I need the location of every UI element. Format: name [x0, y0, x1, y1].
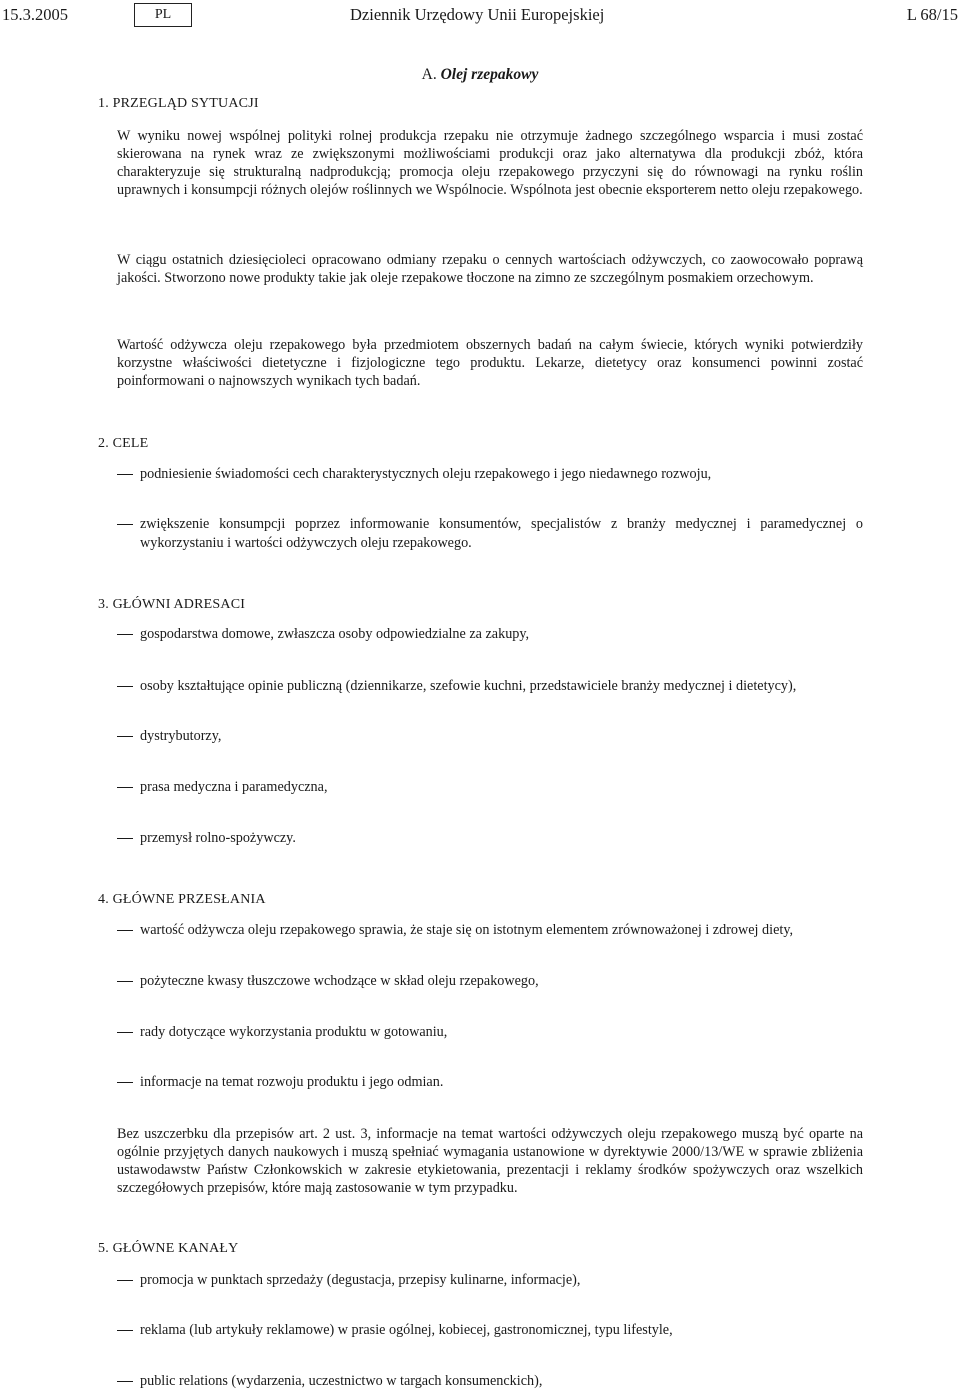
journal-title: Dziennik Urzędowy Unii Europejskiej	[350, 5, 605, 24]
dash-bullet	[117, 686, 133, 687]
list-item	[117, 1321, 863, 1340]
list-item	[117, 515, 863, 553]
section-a-heading	[0, 66, 960, 84]
publication-date: 15.3.2005	[2, 5, 68, 24]
page-header	[0, 3, 960, 29]
list-item	[117, 727, 863, 746]
section-1-title: 1. PRZEGLĄD SYTUACJI	[98, 96, 259, 111]
dash-bullet	[117, 787, 133, 788]
section-1-paragraph-1: W wyniku nowej wspólnej polityki rolnej produkcja rzepaku nie otrzymuje żadnego szczególnego wsparcia i musi zostać skierowana na rynek wraz ze zwiększonymi możliwościami produkcji oraz jako alternatywa dla produkcji zbóż, która charakteryzuje się strukturalną nadprodukcją; promocja oleju rzepakowego przyczyni się do równowagi na rynku roślin uprawnych i konsumpcji różnych olejów roślinnych we Wspólnocie. Wspólnota jest obecnie eksporterem netto oleju rzepakowego.	[117, 128, 863, 198]
dash-bullet	[117, 838, 133, 839]
list-item-text: informacje na temat rozwoju produktu i jego odmian.	[140, 1074, 444, 1090]
dash-bullet	[117, 1381, 133, 1382]
list-item-text: zwiększenie konsumpcji poprzez informowanie konsumentów, specjalistów z branży medycznej i paramedycznej o wykorzystaniu i wartości odżywczych oleju rzepakowego.	[140, 516, 863, 551]
list-item	[117, 1073, 863, 1092]
section-3-title: 3. GŁÓWNI ADRESACI	[98, 597, 246, 612]
list-item-text: przemysł rolno-spożywczy.	[140, 830, 296, 846]
section-a-title: Olej rzepakowy	[440, 66, 539, 83]
dash-bullet	[117, 736, 133, 737]
dash-bullet	[117, 981, 133, 982]
list-item-text: gospodarstwa domowe, zwłaszcza osoby odpowiedzialne za zakupy,	[140, 626, 530, 642]
dash-bullet	[117, 1280, 133, 1281]
dash-bullet	[117, 1082, 133, 1083]
list-item-text: prasa medyczna i paramedyczna,	[140, 779, 328, 795]
list-item	[117, 1023, 863, 1042]
list-item	[117, 1271, 863, 1290]
list-item	[117, 778, 863, 797]
list-item-text: dystrybutorzy,	[140, 728, 222, 744]
list-item-text: promocja w punktach sprzedaży (degustacja, przepisy kulinarne, informacje),	[140, 1272, 581, 1288]
list-item-text: podniesienie świadomości cech charakterystycznych oleju rzepakowego i jego niedawnego rozwoju,	[140, 466, 712, 482]
list-item-text: osoby kształtujące opinie publiczną (dziennikarze, szefowie kuchni, przedstawiciele branży medycznej i dietetycy),	[140, 678, 797, 694]
dash-bullet	[117, 634, 133, 635]
section-4-title: 4. GŁÓWNE PRZESŁANIA	[98, 892, 266, 907]
list-item	[117, 972, 863, 991]
list-item-text: rady dotyczące wykorzystania produktu w gotowaniu,	[140, 1024, 448, 1040]
list-item	[117, 921, 863, 940]
list-item-text: public relations (wydarzenia, uczestnictwo w targach konsumenckich),	[140, 1373, 543, 1389]
section-1-paragraph-2: W ciągu ostatnich dziesięcioleci opracowano odmiany rzepaku o cennych wartościach odżywczych, co zaowocowało poprawą jakości. Stworzono nowe produkty takie jak oleje rzepakowe tłoczone na zimno ze szczególnym posmakiem orzechowym.	[117, 252, 863, 286]
section-2-title: 2. CELE	[98, 436, 149, 451]
list-item-text: pożyteczne kwasy tłuszczowe wchodzące w skład oleju rzepakowego,	[140, 973, 539, 989]
list-item	[117, 465, 863, 484]
dash-bullet	[117, 930, 133, 931]
section-5-title: 5. GŁÓWNE KANAŁY	[98, 1241, 239, 1256]
dash-bullet	[117, 1032, 133, 1033]
language-badge: PL	[134, 3, 192, 27]
dash-bullet	[117, 524, 133, 525]
list-item	[117, 677, 863, 696]
section-4-note: Bez uszczerbku dla przepisów art. 2 ust. 3, informacje na temat wartości odżywczych oleju rzepakowego muszą być oparte na ogólnie przyjętych danych naukowych i muszą spełniać wymagania ustanowione w dyrektywie 2000/13/WE w sprawie zbliżenia ustawodawstw Państw Członkowskich w zakresie etykietowania, prezentacji i reklamy środków spożywczych oraz wszelkich szczegółowych przepisów, które mają zastosowanie w tym przypadku.	[117, 1126, 863, 1196]
list-item	[117, 625, 863, 644]
list-item-text: reklama (lub artykuły reklamowe) w prasie ogólnej, kobiecej, gastronomicznej, typu lifestyle,	[140, 1322, 673, 1338]
list-item	[117, 1372, 863, 1391]
list-item	[117, 829, 863, 848]
dash-bullet	[117, 474, 133, 475]
section-a-prefix: A.	[421, 66, 437, 83]
page-number: L 68/15	[906, 5, 958, 24]
section-1-paragraph-3: Wartość odżywcza oleju rzepakowego była przedmiotem obszernych badań na całym świecie, których wyniki potwierdziły korzystne właściwości dietetyczne i fizjologiczne tego produktu. Lekarze, dietetycy oraz konsumenci powinni zostać poinformowani o najnowszych wynikach tych badań.	[117, 337, 863, 389]
list-item-text: wartość odżywcza oleju rzepakowego sprawia, że staje się on istotnym elementem zrównoważonej i zdrowej diety,	[140, 922, 794, 938]
dash-bullet	[117, 1330, 133, 1331]
